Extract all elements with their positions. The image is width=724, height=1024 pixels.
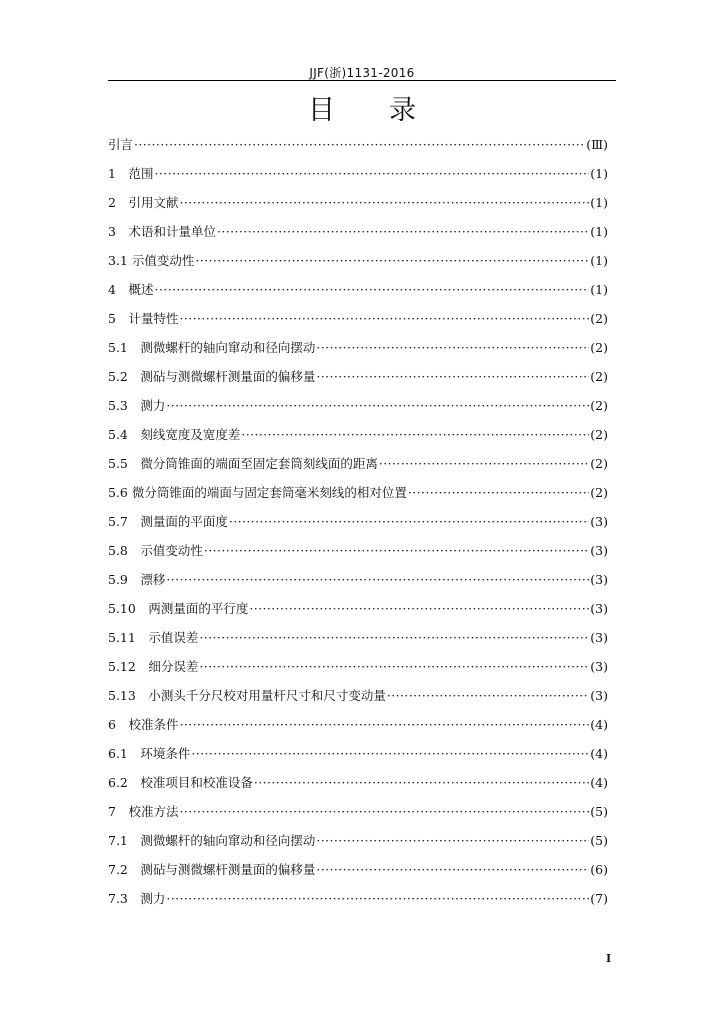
toc-entry-page: (7) [590, 891, 608, 906]
toc-entry-page: (3) [590, 514, 608, 529]
toc-entry[interactable] [108, 739, 608, 768]
toc-entry[interactable] [108, 768, 608, 797]
toc-entry[interactable] [108, 826, 608, 855]
toc-entry-label: 1 范围 [108, 166, 154, 181]
toc-entry-page: (1) [590, 253, 608, 268]
page-title [0, 88, 724, 127]
toc-entry-label: 5.6 微分筒锥面的端面与固定套筒毫米刻线的相对位置 [108, 485, 407, 500]
page-number: I [606, 952, 612, 965]
toc-entry-page: (2) [590, 456, 608, 471]
toc-entry[interactable] [108, 594, 608, 623]
document-code: JJF(浙)1131-2016 [309, 66, 415, 80]
toc-leader-dots [154, 275, 589, 304]
toc-leader-dots [316, 362, 589, 391]
toc-entry[interactable] [108, 855, 608, 884]
toc-entry-page: (3) [590, 543, 608, 558]
toc-leader-dots [166, 565, 589, 594]
toc-entry-label: 7.1 测微螺杆的轴向窜动和径向摆动 [108, 833, 316, 848]
title-char-left: 目 [308, 95, 335, 126]
toc-entry-page: (1) [590, 166, 608, 181]
toc-entry-label: 5.13 小测头千分尺校对用量杆尺寸和尺寸变动量 [108, 688, 386, 703]
toc-entry[interactable] [108, 275, 608, 304]
toc-entry-page: (3) [590, 688, 608, 703]
toc-entry-label: 6.2 校准项目和校准设备 [108, 775, 253, 790]
toc-leader-dots [199, 623, 589, 652]
toc-entry-page: (1) [590, 224, 608, 239]
toc-entry-page: (4) [590, 775, 608, 790]
toc-entry[interactable] [108, 449, 608, 478]
toc-entry-page: (5) [590, 833, 608, 848]
toc-entry-label: 5.9 漂移 [108, 572, 166, 587]
table-of-contents [108, 130, 608, 913]
toc-entry[interactable] [108, 710, 608, 739]
toc-entry-page: (6) [590, 862, 608, 877]
toc-entry[interactable] [108, 420, 608, 449]
toc-entry-label: 5.7 测量面的平面度 [108, 514, 228, 529]
toc-entry-label: 5.11 示值误差 [108, 630, 199, 645]
toc-leader-dots [179, 304, 589, 333]
toc-entry-page: (2) [590, 311, 608, 326]
toc-leader-dots [217, 217, 589, 246]
toc-leader-dots [229, 507, 589, 536]
toc-entry[interactable] [108, 681, 608, 710]
toc-entry-label: 2 引用文献 [108, 195, 179, 210]
toc-leader-dots [191, 739, 589, 768]
toc-entry-page: (Ⅲ) [586, 137, 608, 152]
toc-entry[interactable] [108, 623, 608, 652]
toc-entry[interactable] [108, 188, 608, 217]
toc-leader-dots [154, 159, 589, 188]
toc-entry-page: (3) [590, 601, 608, 616]
toc-entry[interactable] [108, 246, 608, 275]
toc-entry[interactable] [108, 333, 608, 362]
toc-entry-label: 6 校准条件 [108, 717, 179, 732]
toc-entry-page: (4) [590, 717, 608, 732]
toc-entry-page: (4) [590, 746, 608, 761]
toc-entry[interactable] [108, 565, 608, 594]
header-rule [108, 80, 616, 81]
toc-leader-dots [379, 449, 589, 478]
toc-entry-label: 3 术语和计量单位 [108, 224, 216, 239]
toc-entry[interactable] [108, 159, 608, 188]
toc-leader-dots [195, 246, 589, 275]
toc-leader-dots [204, 536, 589, 565]
toc-leader-dots [254, 768, 589, 797]
toc-entry-page: (2) [590, 369, 608, 384]
toc-entry[interactable] [108, 884, 608, 913]
toc-entry-label: 5.12 细分误差 [108, 659, 199, 674]
toc-entry[interactable] [108, 362, 608, 391]
toc-entry-label: 5.8 示值变动性 [108, 543, 203, 558]
toc-entry-label: 5 计量特性 [108, 311, 179, 326]
toc-entry-label: 引言 [108, 137, 134, 152]
toc-entry-label: 3.1 示值变动性 [108, 253, 195, 268]
toc-entry-page: (2) [590, 485, 608, 500]
toc-entry-label: 5.3 测力 [108, 398, 166, 413]
toc-entry[interactable] [108, 797, 608, 826]
toc-leader-dots [241, 420, 589, 449]
toc-leader-dots [166, 884, 589, 913]
toc-leader-dots [166, 391, 589, 420]
toc-leader-dots [316, 855, 589, 884]
toc-leader-dots [134, 130, 585, 159]
toc-entry-page: (3) [590, 659, 608, 674]
toc-entry-page: (2) [590, 427, 608, 442]
toc-leader-dots [408, 478, 589, 507]
toc-entry[interactable] [108, 507, 608, 536]
toc-entry[interactable] [108, 478, 608, 507]
toc-entry-page: (5) [590, 804, 608, 819]
toc-entry-page: (3) [590, 630, 608, 645]
toc-leader-dots [387, 681, 589, 710]
toc-leader-dots [199, 652, 589, 681]
toc-entry-label: 7.3 测力 [108, 891, 166, 906]
toc-entry-page: (2) [590, 340, 608, 355]
toc-entry-label: 4 概述 [108, 282, 154, 297]
toc-entry-page: (2) [590, 398, 608, 413]
toc-leader-dots [179, 797, 589, 826]
title-char-right: 录 [389, 95, 416, 126]
toc-leader-dots [179, 710, 589, 739]
toc-leader-dots [316, 333, 589, 362]
toc-leader-dots [316, 826, 589, 855]
toc-entry[interactable] [108, 130, 608, 159]
toc-entry-label: 6.1 环境条件 [108, 746, 191, 761]
toc-entry[interactable] [108, 304, 608, 333]
toc-entry-label: 5.10 两测量面的平行度 [108, 601, 249, 616]
toc-entry[interactable] [108, 536, 608, 565]
toc-entry-page: (1) [590, 282, 608, 297]
toc-entry[interactable] [108, 652, 608, 681]
toc-entry-label: 7 校准方法 [108, 804, 179, 819]
toc-entry[interactable] [108, 391, 608, 420]
toc-entry-page: (1) [590, 195, 608, 210]
toc-leader-dots [249, 594, 589, 623]
toc-entry-label: 5.5 微分筒锥面的端面至固定套筒刻线面的距离 [108, 456, 378, 471]
toc-leader-dots [179, 188, 589, 217]
toc-entry-label: 5.2 测砧与测微螺杆测量面的偏移量 [108, 369, 316, 384]
toc-entry-page: (3) [590, 572, 608, 587]
toc-entry-label: 5.1 测微螺杆的轴向窜动和径向摆动 [108, 340, 316, 355]
toc-entry-label: 7.2 测砧与测微螺杆测量面的偏移量 [108, 862, 316, 877]
toc-entry-label: 5.4 刻线宽度及宽度差 [108, 427, 241, 442]
toc-entry[interactable] [108, 217, 608, 246]
